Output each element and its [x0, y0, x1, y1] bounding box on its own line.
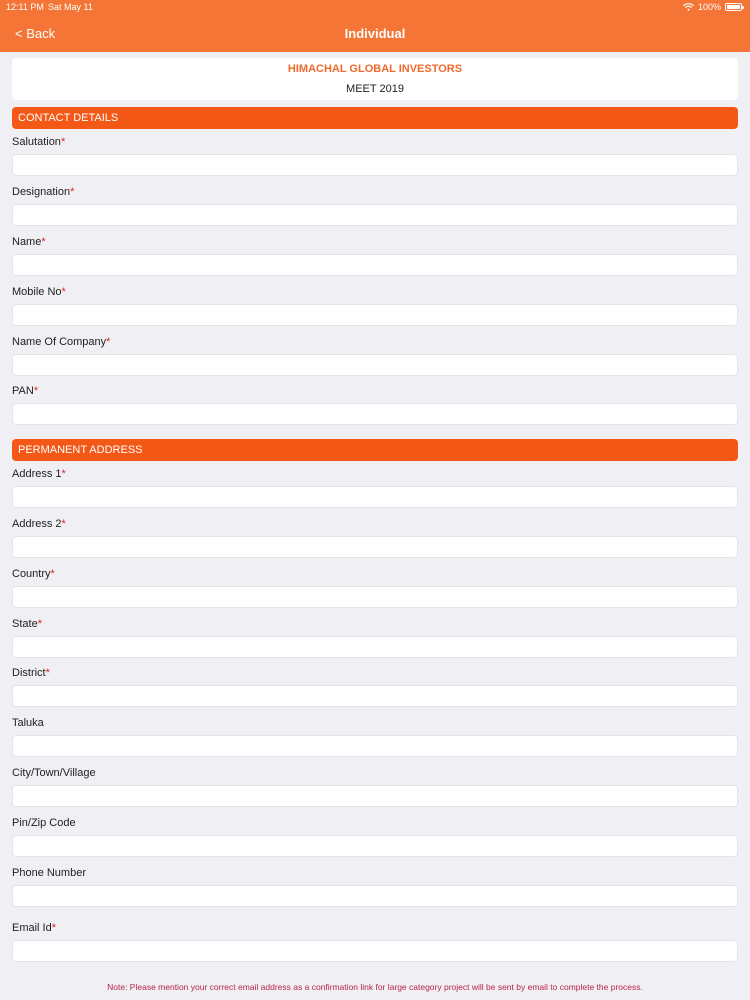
district-label: District*: [12, 667, 50, 679]
company-field[interactable]: [12, 354, 738, 376]
required-marker: *: [37, 618, 42, 630]
status-indicators: [683, 2, 742, 12]
required-marker: *: [51, 922, 57, 934]
address1-field[interactable]: [12, 486, 738, 508]
event-title: HIMACHAL GLOBAL INVESTORS: [287, 63, 463, 75]
pan-field[interactable]: [12, 403, 738, 425]
battery-percent: 100%: [697, 2, 721, 12]
state-label: State*: [12, 618, 42, 630]
company-label: Name Of Company*: [12, 336, 111, 348]
wifi-icon: [683, 3, 694, 11]
required-marker: *: [60, 136, 66, 148]
city-label: City/Town/Village: [12, 767, 96, 779]
address2-label: Address 2*: [12, 518, 66, 530]
pin-label: Pin/Zip Code: [12, 817, 76, 829]
email-note: Note: Please mention your correct email address as a confirmation link for large category project will be sent by email to complete the process.: [107, 982, 643, 992]
status-date: Sat May 11: [48, 2, 93, 12]
required-marker: *: [33, 385, 39, 397]
district-field[interactable]: [12, 685, 738, 707]
phone-field[interactable]: [12, 885, 738, 907]
address2-field[interactable]: [12, 536, 738, 558]
required-marker: *: [61, 468, 66, 480]
country-field[interactable]: [12, 586, 738, 608]
required-marker: *: [61, 518, 66, 530]
required-marker: *: [106, 336, 111, 348]
email-label: Email Id*: [12, 922, 57, 934]
salutation-label: Salutation*: [12, 136, 66, 148]
status-time: 12:11 PM: [6, 2, 44, 12]
back-button[interactable]: < Back: [15, 26, 56, 41]
page-title: Individual: [344, 26, 406, 41]
battery-icon: [725, 3, 742, 11]
taluka-label: Taluka: [12, 717, 44, 729]
designation-label: Designation*: [12, 186, 75, 198]
status-bar: [0, 0, 750, 14]
taluka-field[interactable]: [12, 735, 738, 757]
country-label: Country*: [12, 568, 55, 580]
pan-label: PAN*: [12, 385, 39, 397]
navigation-bar: [0, 0, 750, 52]
designation-field[interactable]: [12, 204, 738, 226]
address1-label: Address 1*: [12, 468, 66, 480]
required-marker: *: [50, 568, 55, 580]
state-field[interactable]: [12, 636, 738, 658]
phone-label: Phone Number: [12, 867, 86, 879]
event-subtitle: MEET 2019: [346, 83, 404, 95]
city-field[interactable]: [12, 785, 738, 807]
mobile-label: Mobile No*: [12, 286, 66, 298]
event-header: [12, 58, 738, 100]
section-contact-details: CONTACT DETAILS: [12, 107, 738, 129]
required-marker: *: [41, 236, 46, 248]
name-label: Name*: [12, 236, 46, 248]
required-marker: *: [70, 186, 75, 198]
salutation-field[interactable]: [12, 154, 738, 176]
required-marker: *: [61, 286, 66, 298]
pin-field[interactable]: [12, 835, 738, 857]
email-field[interactable]: [12, 940, 738, 962]
mobile-field[interactable]: [12, 304, 738, 326]
section-permanent-address: PERMANENT ADDRESS: [12, 439, 738, 461]
name-field[interactable]: [12, 254, 738, 276]
required-marker: *: [45, 667, 50, 679]
